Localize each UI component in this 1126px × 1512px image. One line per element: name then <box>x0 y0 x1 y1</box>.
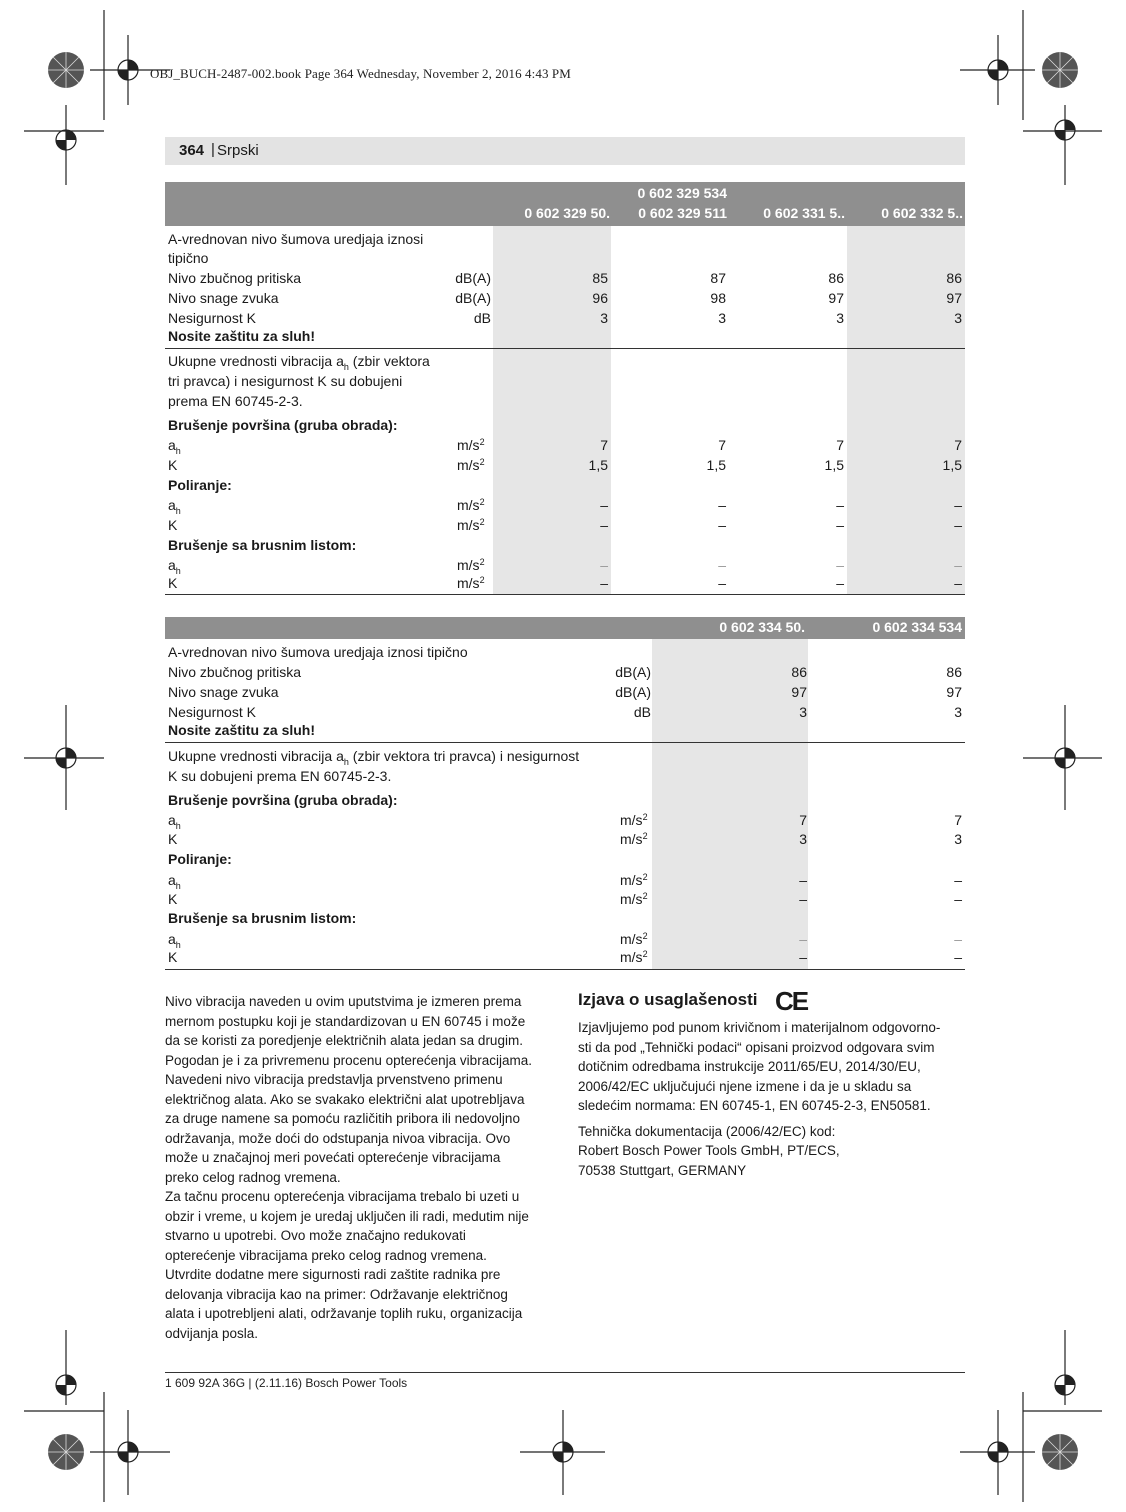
text-line: za druge namene sa pomoću različitih pribora ili nedovoljno <box>165 1111 520 1126</box>
row-unit: $m/s^2$ <box>620 891 648 907</box>
section-heading: Brušenje površina (gruba obrada): <box>168 792 398 808</box>
text-line: Nivo vibracija naveden u ovim uputstvima je izmeren prema <box>165 994 522 1009</box>
text-line: održavanja, može doći do odstupanja nivoa vibracija. Ovo <box>165 1130 511 1146</box>
col-header: 0 602 329 511 <box>638 205 727 221</box>
text-line: sti da pod „Tehnički podaci“ opisani proizvod odgovara svim <box>578 1039 935 1055</box>
col-header: 0 602 334 534 <box>872 619 962 635</box>
hearing-warning: Nosite zaštitu za sluh! <box>168 722 316 738</box>
value: – <box>954 557 962 573</box>
text-line: mernom postupku koji je standardizovan u EN 60745 i može <box>165 1013 526 1029</box>
value: 3 <box>799 831 807 847</box>
col-header: 0 602 332 5.. <box>881 205 963 221</box>
ah-label: $a_h$ <box>168 497 181 516</box>
value: 7 <box>836 437 844 453</box>
conformity-section <box>578 986 968 1180</box>
text-line: Utvrdite dodatne mere sigurnosti radi zaštite radnika pre <box>165 1267 501 1282</box>
row-unit: dB(A) <box>615 664 651 680</box>
value: – <box>836 575 844 591</box>
row-unit: dB <box>633 704 651 720</box>
k-label: K <box>168 949 178 965</box>
ce-mark: CE <box>775 986 808 1016</box>
value: 3 <box>954 310 962 326</box>
value: – <box>718 575 726 591</box>
text-line: može u značajnoj meri povećati opterećenje vibracijama <box>165 1150 501 1165</box>
value: – <box>836 497 844 513</box>
value: 97 <box>946 684 962 700</box>
row-unit: $m/s^2$ <box>457 437 485 453</box>
value: – <box>954 891 962 907</box>
k-label: K <box>168 457 178 473</box>
row-label: Nivo snage zvuka <box>168 684 279 700</box>
header-language: Srpski <box>217 142 259 159</box>
value: – <box>799 872 807 888</box>
value: – <box>600 517 608 533</box>
value: – <box>954 497 962 513</box>
section-heading: Brušenje sa brusnim listom: <box>168 537 357 553</box>
row-unit: $m/s^2$ <box>620 872 648 888</box>
footer-rule <box>165 1372 965 1373</box>
value: – <box>954 931 962 947</box>
vibration-intro: Ukupne vrednosti vibracija $a_h$ (zbir vektora <box>168 353 430 372</box>
conformity-text <box>578 1018 968 1180</box>
row-unit: dB <box>473 310 491 326</box>
value: 7 <box>954 812 962 828</box>
ah-label: $a_h$ <box>168 872 181 891</box>
value: 7 <box>600 437 608 453</box>
value: – <box>718 497 726 513</box>
noise-heading: A-vrednovan nivo šumova uredjaja iznosi tipično <box>168 644 468 660</box>
vibration-intro: prema EN 60745-2-3. <box>168 393 303 409</box>
row-label: Nesigurnost K <box>168 704 256 720</box>
text-line: 70538 Stuttgart, GERMANY <box>578 1162 747 1178</box>
value: 1,5 <box>588 457 608 473</box>
hearing-warning: Nosite zaštitu za sluh! <box>168 328 316 344</box>
divider <box>165 742 965 743</box>
noise-heading: tipično <box>168 250 209 266</box>
section-heading: Brušenje sa brusnim listom: <box>168 910 357 926</box>
text-line: Pogodan je i za privremenu procenu opterećenja vibracijama. <box>165 1052 532 1068</box>
ah-label: $a_h$ <box>168 931 181 950</box>
section-heading: Poliranje: <box>168 477 232 493</box>
divider <box>165 348 965 349</box>
text-line: delovanja vibracija kao na primer: Održavanje električnog <box>165 1286 508 1302</box>
row-unit: dB(A) <box>455 270 491 286</box>
noise-heading: A-vrednovan nivo šumova uredjaja iznosi <box>168 231 424 247</box>
text-line: obzir i vreme, u kojem je uredaj uključen ili radi, medutim nije <box>165 1208 529 1224</box>
value: 7 <box>718 437 726 453</box>
table-header <box>165 182 965 226</box>
value: 97 <box>828 290 844 306</box>
k-label: K <box>168 517 178 533</box>
value: 1,5 <box>942 457 962 473</box>
value: – <box>600 557 608 573</box>
value: – <box>799 931 807 947</box>
spec-table-1 <box>165 182 965 594</box>
value: – <box>799 949 807 965</box>
value: – <box>600 497 608 513</box>
value: 97 <box>791 684 807 700</box>
text-line: Navedeni nivo vibracija predstavlja prvenstveno primenu <box>165 1072 503 1087</box>
value: – <box>718 517 726 533</box>
value: – <box>954 949 962 965</box>
ah-label: $a_h$ <box>168 812 181 831</box>
row-unit: $m/s^2$ <box>620 949 648 965</box>
section-heading: Brušenje površina (gruba obrada): <box>168 417 398 433</box>
value: 98 <box>710 290 726 306</box>
value: – <box>836 517 844 533</box>
page-header <box>165 137 965 165</box>
vibration-intro: Ukupne vrednosti vibracija $a_h$ (zbir vektora tri pravca) i nesigurnost <box>168 748 580 767</box>
value: – <box>600 575 608 591</box>
col-header: 0 602 334 50. <box>719 619 805 635</box>
section-heading: Poliranje: <box>168 851 232 867</box>
value: 1,5 <box>706 457 726 473</box>
divider <box>165 969 965 970</box>
value: 85 <box>592 270 608 286</box>
col-header: 0 602 329 50. <box>524 205 610 221</box>
row-label: Nivo snage zvuka <box>168 290 279 306</box>
text-line: Robert Bosch Power Tools GmbH, PT/ECS, <box>578 1143 840 1158</box>
value: 87 <box>710 270 726 286</box>
value: 97 <box>946 290 962 306</box>
text-line: stvarno u upotrebi. Ovo može značajno redukovati <box>165 1228 466 1243</box>
row-label: Nesigurnost K <box>168 310 256 326</box>
col-header: 0 602 329 534 <box>637 185 727 201</box>
value: – <box>799 891 807 907</box>
vibration-intro: K su dobujeni prema EN 60745-2-3. <box>168 768 392 784</box>
value: 1,5 <box>824 457 844 473</box>
value: – <box>836 557 844 573</box>
text-line: Izjavljujemo pod punom krivičnom i materijalnom odgovorno- <box>578 1020 941 1035</box>
row-unit: $m/s^2$ <box>457 457 485 473</box>
spec-table-2 <box>165 617 965 969</box>
row-unit: $m/s^2$ <box>457 497 485 513</box>
divider <box>165 594 965 595</box>
value: – <box>954 517 962 533</box>
vibration-note <box>165 992 565 1343</box>
page-number: 364 <box>179 142 205 159</box>
row-unit: $m/s^2$ <box>620 931 648 947</box>
k-label: K <box>168 575 178 591</box>
text-line: opterećenje vibracijama preko celog radnog vremena. <box>165 1247 487 1263</box>
value: 7 <box>799 812 807 828</box>
text-line: sledećim normama: EN 60745-1, EN 60745-2-3, EN50581. <box>578 1098 931 1113</box>
text-line: 2006/42/EC uključujući njene izmene i da je u skladu sa <box>578 1078 912 1094</box>
value: – <box>954 872 962 888</box>
value: 7 <box>954 437 962 453</box>
value: – <box>954 575 962 591</box>
vibration-intro: tri pravca) i nesigurnost K su dobujeni <box>168 373 403 389</box>
value: 86 <box>828 270 844 286</box>
value: 3 <box>954 704 962 720</box>
row-unit: $m/s^2$ <box>457 575 485 591</box>
col-header: 0 602 331 5.. <box>763 205 845 221</box>
column-shade <box>652 639 808 969</box>
value: – <box>718 557 726 573</box>
value: 86 <box>791 664 807 680</box>
row-label: Nivo zbučnog pritiska <box>168 664 302 680</box>
row-unit: $m/s^2$ <box>457 557 485 573</box>
text-line: električnog alata. Ako se svakako električni alat upotrebljava <box>165 1091 525 1107</box>
row-unit: dB(A) <box>455 290 491 306</box>
value: 3 <box>718 310 726 326</box>
row-unit: $m/s^2$ <box>620 831 648 847</box>
k-label: K <box>168 831 178 847</box>
text-line: dotičnim odredbama instrukcije 2011/65/EU, 2014/30/EU, <box>578 1059 921 1074</box>
row-unit: $m/s^2$ <box>457 517 485 533</box>
k-label: K <box>168 891 178 907</box>
text-line: odvijanja posla. <box>165 1325 259 1341</box>
row-unit: dB(A) <box>615 684 651 700</box>
text-line: Tehnička dokumentacija (2006/42/EC) kod: <box>578 1123 836 1139</box>
ah-label: $a_h$ <box>168 557 181 576</box>
conformity-title: Izjava o usaglašenosti <box>578 990 758 1009</box>
row-label: Nivo zbučnog pritiska <box>168 270 302 286</box>
print-slug: OBJ_BUCH-2487-002.book Page 364 Wednesday, November 2, 2016 4:43 PM <box>150 66 571 81</box>
header-separator: | <box>211 141 215 158</box>
ah-label: $a_h$ <box>168 437 181 456</box>
value: 86 <box>946 270 962 286</box>
table-header <box>165 617 965 639</box>
value: 3 <box>954 831 962 847</box>
value: 3 <box>799 704 807 720</box>
value: 96 <box>592 290 608 306</box>
text-line: da se koristi za poredjenje električnih alata jedan sa drugim. <box>165 1033 523 1048</box>
page-footer: 1 609 92A 36G | (2.11.16) Bosch Power Tools <box>165 1376 408 1390</box>
text-line: alata i upotrebljeni alati, održavanje toplih ruku, organizacija <box>165 1306 523 1321</box>
value: 3 <box>836 310 844 326</box>
value: 3 <box>600 310 608 326</box>
text-line: preko celog radnog vremena. <box>165 1169 341 1185</box>
text-line: Za tačnu procenu opterećenja vibracijama trebalo bi uzeti u <box>165 1189 520 1204</box>
value: 86 <box>946 664 962 680</box>
row-unit: $m/s^2$ <box>620 812 648 828</box>
